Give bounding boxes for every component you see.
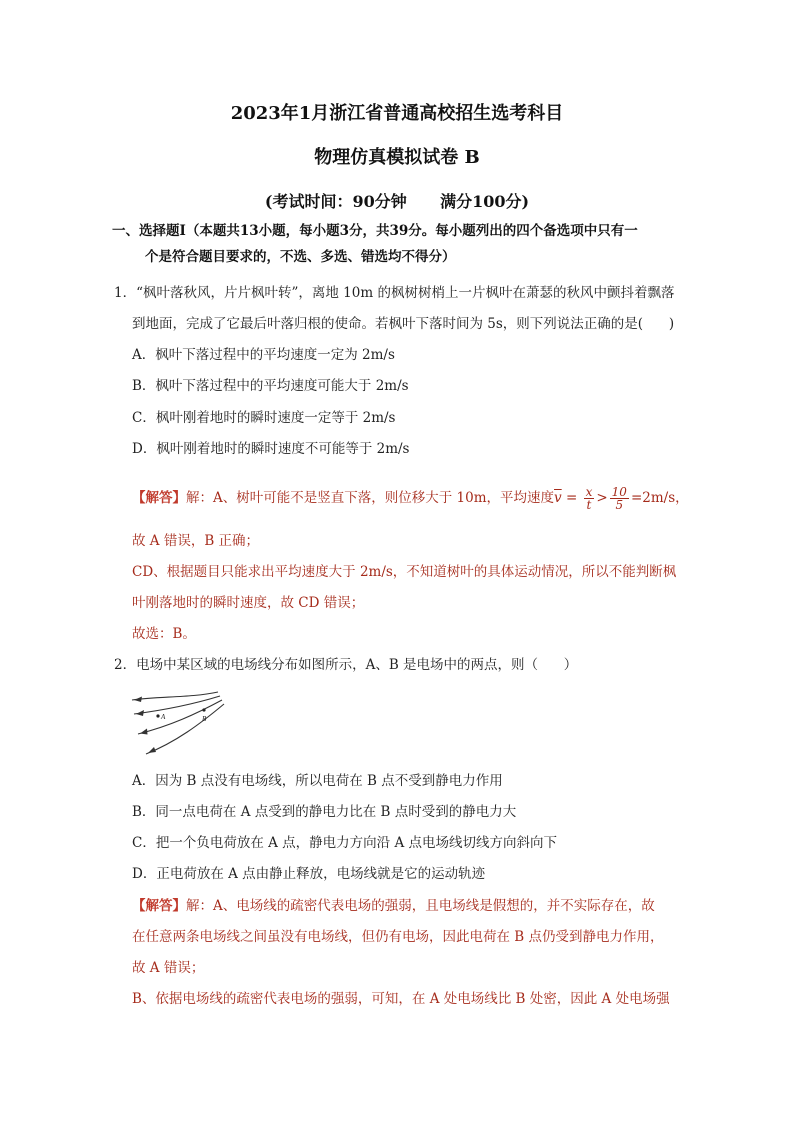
arrow-head-4 xyxy=(148,747,156,753)
exam-title: 2023年1月浙江省普通高校招生选考科目 xyxy=(230,103,564,124)
q1-answer-line5: 故选：B。 xyxy=(132,626,196,642)
point-a-label: A xyxy=(161,713,166,721)
point-b-dot xyxy=(202,708,205,711)
q2-option-d: D．正电荷放在 A 点由静止释放，电场线就是它的运动轨迹 xyxy=(132,866,486,882)
point-a-dot xyxy=(156,714,159,717)
exam-info: (考试时间：90分钟 满分100分) xyxy=(264,192,530,211)
q1-answer-line2: 故 A 错误，B 正确； xyxy=(132,533,260,549)
q2-answer-line1: 【解答】解：A、电场线的疏密代表电场的强弱，且电场线是假想的，并不实际存在，故 xyxy=(132,898,655,914)
q1-answer-line3: CD、根据题目只能求出平均速度大于 2m/s，不知道树叶的具体运动情况，所以不能判断枫 xyxy=(132,564,677,580)
section-heading-line2: 个是符合题目要求的，不选、多选、错选均不得分） xyxy=(145,249,456,265)
q2-option-c: C．把一个负电荷放在 A 点，静电力方向沿 A 点电场线切线方向斜向下 xyxy=(132,835,557,851)
exam-subtitle: 物理仿真模拟试卷 B xyxy=(314,147,480,168)
electric-field-lines-figure xyxy=(130,690,230,760)
field-line-1 xyxy=(132,692,218,700)
section-heading-line1: 一、选择题Ⅰ（本题共13小题，每小题3分，共39分。每小题列出的四个备选项中只有一 xyxy=(112,223,638,239)
q1-option-c: C．枫叶刚着地时的瞬时速度一定等于 2m/s xyxy=(132,410,396,426)
q2-answer-line3: 故 A 错误； xyxy=(132,960,205,976)
arrow-head-2 xyxy=(136,710,144,716)
q2-stem: 2．电场中某区域的电场线分布如图所示，A、B 是电场中的两点，则（ ） xyxy=(114,657,578,673)
answer-tag: 【解答】 xyxy=(132,898,186,914)
field-line-4 xyxy=(146,704,224,754)
q1-answer-line4: 叶刚落地时的瞬时速度，故 CD 错误； xyxy=(132,595,365,611)
q2-answer-line4: B、依据电场线的疏密代表电场的强弱，可知，在 A 处电场线比 B 处密，因此 A 处电场强 xyxy=(132,991,670,1007)
q2-option-a: A．因为 B 点没有电场线，所以电荷在 B 点不受到静电力作用 xyxy=(132,773,503,789)
q2-answer-line2: 在任意两条电场线之间虽没有电场线，但仍有电场，因此电荷在 B 点仍受到静电力作用， xyxy=(132,929,664,945)
field-line-3 xyxy=(138,700,222,734)
point-b-label: B xyxy=(202,715,207,723)
q1-stem-line2: 到地面，完成了它最后叶落归根的使命。若枫叶下落时间为 5s，则下列说法正确的是( ) xyxy=(132,316,675,332)
q1-answer-line1: 【解答】解：A、树叶可能不是竖直下落，则位移大于 10m，平均速度$\overline{v}$ = $\frac{x}{t}$ > $\frac{10}{5}$ =2m/s， xyxy=(132,485,689,512)
q2-option-b: B．同一点电荷在 A 点受到的静电力比在 B 点时受到的静电力大 xyxy=(132,804,517,820)
fraction-10-over-5: $\frac{10}{5}$ xyxy=(611,485,627,512)
q1-option-d: D．枫叶刚着地时的瞬时速度不可能等于 2m/s xyxy=(132,441,410,457)
fraction-x-over-t: $\frac{x}{t}$ xyxy=(585,485,593,512)
v-bar-symbol: $\overline{v}$ xyxy=(554,490,562,506)
arrow-head-3 xyxy=(140,729,148,735)
q1-stem-line1: 1．“枫叶落秋风，片片枫叶转”，离地 10m 的枫树树梢上一片枫叶在萧瑟的秋风中颤抖着飘落 xyxy=(114,285,675,301)
answer-tag: 【解答】 xyxy=(132,490,186,506)
q1-option-a: A．枫叶下落过程中的平均速度一定为 2m/s xyxy=(132,347,395,363)
q1-option-b: B．枫叶下落过程中的平均速度可能大于 2m/s xyxy=(132,378,409,394)
